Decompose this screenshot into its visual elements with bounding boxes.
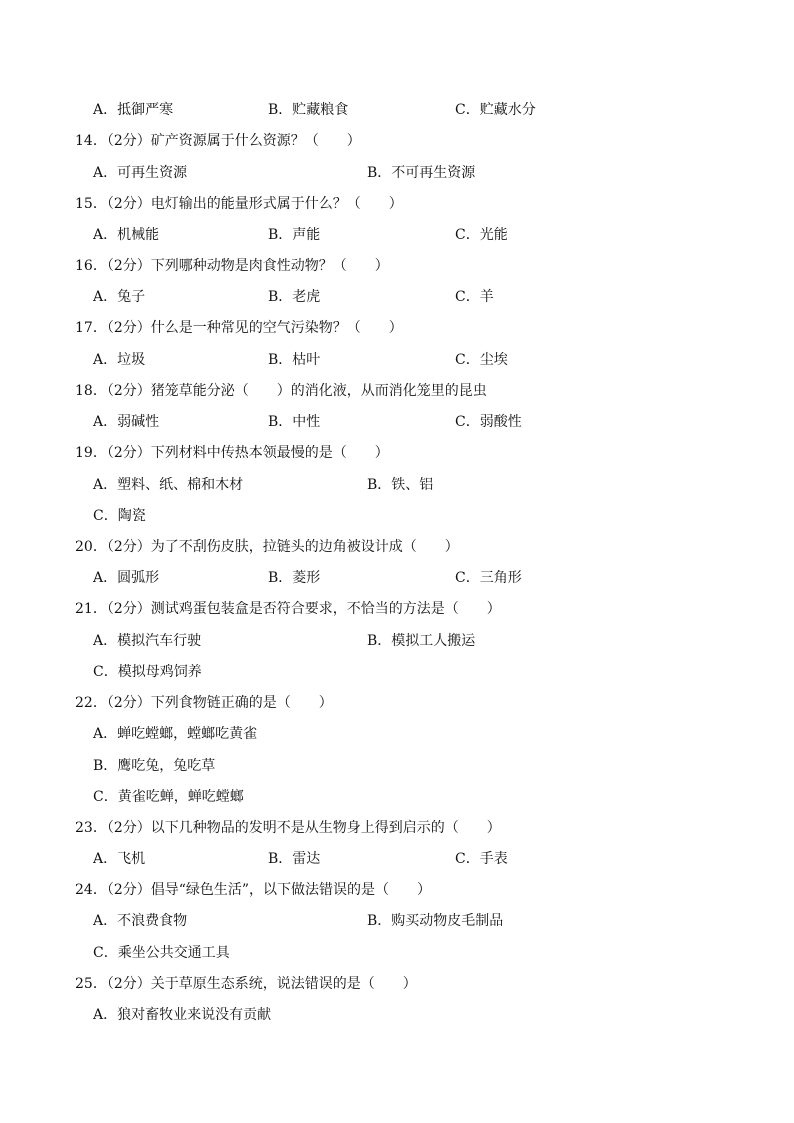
option-b: B．不可再生资源	[367, 165, 476, 181]
option-b: B．鹰吃兔，兔吃草	[93, 758, 216, 774]
option-a: A．垃圾	[93, 352, 146, 368]
question-23-stem	[0, 816, 794, 840]
question-19-options	[0, 473, 794, 497]
question-22-stem	[0, 691, 794, 715]
option-a: A．圆弧形	[93, 570, 160, 586]
option-c: C．模拟母鸡饲养	[93, 664, 202, 680]
option-b: B．雷达	[268, 851, 321, 867]
option-b: B．铁、铝	[367, 477, 434, 493]
option-c: C．陶瓷	[93, 508, 146, 524]
option-b: B．声能	[268, 227, 321, 243]
option-b: B．老虎	[268, 289, 321, 305]
option-c: C．贮藏水分	[455, 102, 536, 118]
question-22-option-c	[0, 785, 794, 809]
question-stem: 21．（2分）测试鸡蛋包装盒是否符合要求，不恰当的方法是（ ）	[75, 601, 501, 617]
option-a: A．飞机	[93, 851, 146, 867]
question-15-stem	[0, 192, 794, 216]
option-c: C．光能	[455, 227, 508, 243]
question-19-stem	[0, 441, 794, 465]
option-c: C．弱酸性	[455, 414, 522, 430]
question-21-options-2	[0, 660, 794, 684]
question-21-stem	[0, 597, 794, 621]
question-18-options	[0, 410, 794, 434]
question-24-options-2	[0, 941, 794, 965]
question-stem: 17．（2分）什么是一种常见的空气污染物？（ ）	[75, 320, 403, 336]
question-16-options	[0, 285, 794, 309]
question-stem: 16．（2分）下列哪种动物是肉食性动物？（ ）	[75, 258, 389, 274]
question-stem: 19．（2分）下列材料中传热本领最慢的是（ ）	[75, 445, 389, 461]
option-c: C．黄雀吃蝉，蝉吃螳螂	[93, 789, 244, 805]
option-a: A．狼对畜牧业来说没有贡献	[93, 1007, 272, 1023]
option-a: A．抵御严寒	[93, 102, 174, 118]
question-20-options	[0, 566, 794, 590]
question-19-options-2	[0, 504, 794, 528]
option-c: C．手表	[455, 851, 508, 867]
question-stem: 23．（2分）以下几种物品的发明不是从生物身上得到启示的（ ）	[75, 820, 501, 836]
question-14-stem	[0, 129, 794, 153]
question-15-options	[0, 223, 794, 247]
question-13-options	[0, 98, 794, 122]
question-stem: 15．（2分）电灯输出的能量形式属于什么？（ ）	[75, 196, 403, 212]
question-20-stem	[0, 535, 794, 559]
question-25-stem	[0, 972, 794, 996]
question-22-option-b	[0, 754, 794, 778]
question-stem: 24．（2分）倡导“绿色生活”，以下做法错误的是（ ）	[75, 882, 432, 898]
option-c: C．乘坐公共交通工具	[93, 945, 230, 961]
option-b: B．模拟工人搬运	[367, 633, 476, 649]
question-stem: 14．（2分）矿产资源属于什么资源？（ ）	[75, 133, 361, 149]
question-23-options	[0, 847, 794, 871]
question-18-stem	[0, 379, 794, 403]
question-stem: 18．（2分）猪笼草能分泌（ ）的消化液，从而消化笼里的昆虫	[75, 383, 487, 399]
option-a: A．蝉吃螳螂，螳螂吃黄雀	[93, 726, 258, 742]
option-c: C．羊	[455, 289, 494, 305]
option-b: B．菱形	[268, 570, 321, 586]
option-a: A．不浪费食物	[93, 913, 188, 929]
question-21-options	[0, 629, 794, 653]
option-a: A．兔子	[93, 289, 146, 305]
question-14-options	[0, 161, 794, 185]
option-b: B．购买动物皮毛制品	[367, 913, 504, 929]
question-16-stem	[0, 254, 794, 278]
question-17-options	[0, 348, 794, 372]
question-24-options	[0, 909, 794, 933]
option-c: C．尘埃	[455, 352, 508, 368]
option-a: A．模拟汽车行驶	[93, 633, 202, 649]
option-a: A．塑料、纸、棉和木材	[93, 477, 244, 493]
option-a: A．可再生资源	[93, 165, 188, 181]
option-a: A．机械能	[93, 227, 160, 243]
question-stem: 25．（2分）关于草原生态系统，说法错误的是（ ）	[75, 976, 417, 992]
option-b: B．枯叶	[268, 352, 321, 368]
option-a: A．弱碱性	[93, 414, 160, 430]
option-b: B．贮藏粮食	[268, 102, 349, 118]
option-b: B．中性	[268, 414, 321, 430]
option-c: C．三角形	[455, 570, 522, 586]
question-17-stem	[0, 316, 794, 340]
question-25-option-a	[0, 1003, 794, 1027]
question-24-stem	[0, 878, 794, 902]
question-22-option-a	[0, 722, 794, 746]
question-stem: 20．（2分）为了不刮伤皮肤，拉链头的边角被设计成（ ）	[75, 539, 459, 555]
question-stem: 22．（2分）下列食物链正确的是（ ）	[75, 695, 333, 711]
